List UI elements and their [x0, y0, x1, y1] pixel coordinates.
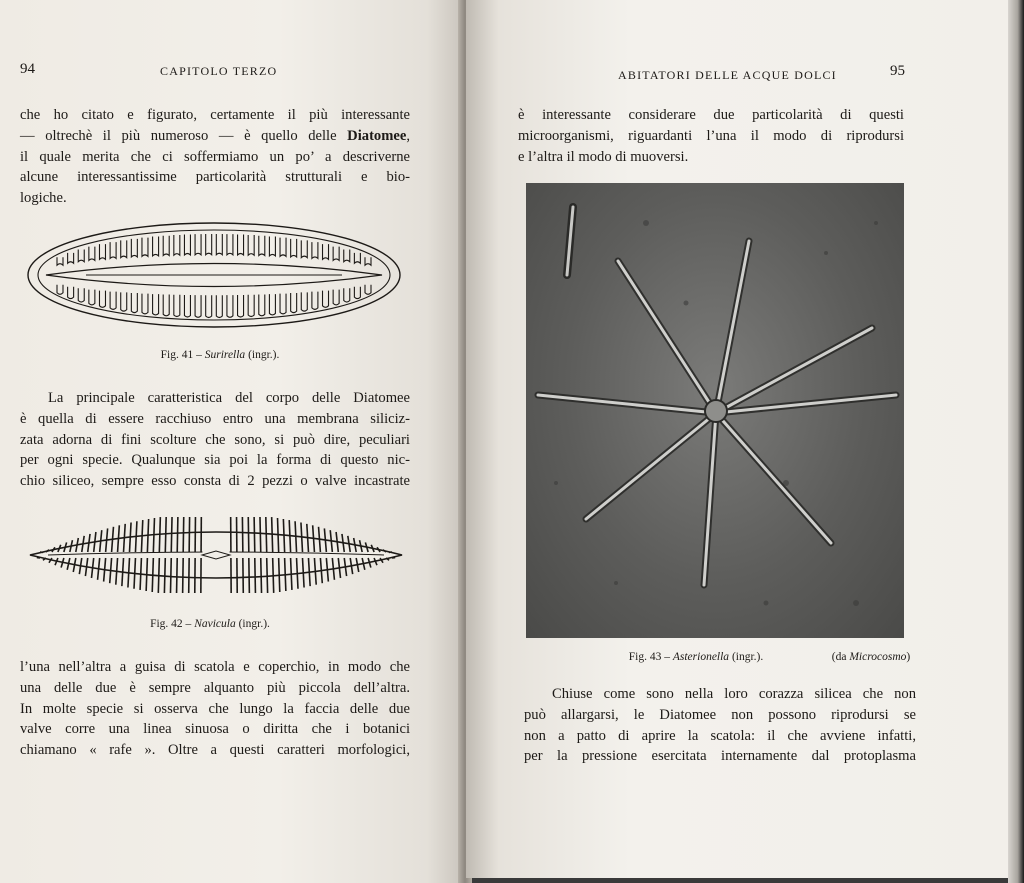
surirella-rib: [248, 235, 254, 255]
navicula-stria: [272, 517, 273, 552]
paragraph-3-left: [20, 657, 410, 761]
navicula-stria: [183, 517, 184, 552]
text-line: che ho citato e figurato, certamente il più interessante: [20, 107, 410, 123]
navicula-stria: [267, 558, 268, 593]
surirella-rib: [195, 295, 201, 317]
paragraph-2-left: [20, 388, 410, 492]
surirella-rib: [153, 294, 159, 315]
navicula-stria: [261, 558, 262, 593]
navicula-stria: [260, 517, 261, 552]
navicula-stria: [249, 558, 250, 593]
credit-suffix: ): [906, 651, 911, 663]
credit-prefix: (da: [831, 651, 850, 663]
page-number-right: 95: [890, 63, 905, 79]
navicula-stria: [170, 558, 171, 593]
surirella-rib: [110, 292, 116, 310]
surirella-rib: [333, 290, 339, 305]
text-line: chiamano « rafe ». Oltre a questi caratteri morfologici,: [20, 742, 410, 759]
surirella-rib: [78, 249, 84, 261]
surirella-rib: [354, 287, 360, 299]
surirella-rib: [89, 290, 95, 305]
caption-suffix: (ingr.).: [729, 651, 764, 663]
text-line: il quale merita che ci soffermiamo un po’ a descriverne: [20, 148, 410, 165]
text-line: logiche.: [20, 190, 67, 207]
surirella-rib: [291, 239, 297, 257]
text-line: La principale caratteristica del corpo delle Diatomee: [48, 390, 410, 406]
caption-prefix: Fig. 43 –: [628, 651, 673, 663]
asterionella-colony: [526, 183, 904, 638]
caption-taxon: Surirella: [204, 349, 246, 361]
text-line: alcune interessantissime particolarità strutturali e bio-: [20, 169, 410, 186]
surirella-rib: [163, 294, 169, 315]
paragraph-1-right: [518, 105, 904, 167]
caption-taxon: Asterionella: [672, 651, 730, 663]
surirella-rib: [184, 295, 190, 317]
surirella-rib: [216, 295, 222, 317]
surirella-rib: [344, 288, 350, 302]
surirella-rib: [227, 295, 233, 317]
navicula-stria: [183, 558, 184, 593]
surirella-rib: [131, 239, 137, 257]
surirella-rib: [153, 237, 159, 256]
navicula-stria: [177, 558, 178, 593]
surirella-rib: [121, 292, 127, 311]
caption-credit: [816, 651, 926, 663]
surirella-rib: [206, 234, 212, 255]
navicula-stria: [273, 558, 274, 593]
surirella-rib: [99, 291, 105, 308]
caption-prefix: Fig. 42 –: [150, 618, 195, 630]
navicula-stria: [165, 517, 166, 552]
running-head-left: CAPITOLO TERZO: [160, 64, 278, 78]
surirella-rib: [184, 235, 190, 255]
text-line: microorganismi, riguardanti l’una il modo di riprodursi: [518, 127, 904, 144]
surirella-rib: [269, 294, 275, 315]
surirella-rib: [68, 287, 74, 299]
surirella-rib: [291, 293, 297, 313]
text-line: per ogni specie. Qualunque sia poi la forma di questo nic-: [20, 452, 410, 469]
surirella-rib: [280, 238, 286, 257]
text-line: zata adorna di fini scolture che sono, si può dire, peculiari: [20, 431, 410, 448]
surirella-rib: [280, 294, 286, 314]
page-edge: [1008, 0, 1024, 883]
navicula-stria: [279, 558, 280, 592]
surirella-rib: [174, 235, 180, 255]
navicula-stria: [254, 517, 255, 552]
surirella-rib: [312, 292, 318, 310]
surirella-rib: [121, 240, 127, 257]
surirella-rib: [174, 295, 180, 317]
caption-fig-41: [140, 349, 300, 361]
surirella-rib: [354, 253, 360, 263]
caption-prefix: Fig. 41 –: [160, 349, 205, 361]
surirella-rib: [99, 244, 105, 259]
surirella-rib: [323, 244, 329, 259]
surirella-rib: [142, 238, 148, 257]
running-head-right: ABITATORI DELLE ACQUE DOLCI: [618, 68, 837, 82]
text-line: l’una nell’altra a guisa di scatola e coperchio, in modo che: [20, 659, 410, 675]
surirella-rib: [110, 242, 116, 258]
caption-suffix: (ingr.).: [245, 349, 280, 361]
text-line: chio siliceo, sempre esso consta di 2 pezzi o valve incastrate: [20, 473, 410, 490]
surirella-rib: [365, 257, 371, 265]
text-line: è interessante considerare due particolarità di questi: [518, 107, 904, 123]
navicula-stria: [278, 518, 279, 552]
surirella-rib: [57, 257, 63, 265]
surirella-rib: [216, 234, 222, 255]
caption-taxon: Navicula: [194, 618, 236, 630]
surirella-rib: [365, 285, 371, 294]
surirella-rib: [259, 294, 265, 315]
text-line: può allargarsi, le Diatomee non possono riprodursi se: [524, 706, 916, 723]
text-line: è quella di essere racchiuso entro una membrana siliciz-: [20, 410, 410, 427]
left-page: [0, 0, 464, 883]
text-line: e l’altra il modo di muoversi.: [518, 148, 689, 165]
navicula-stria: [266, 517, 267, 552]
navicula-stria: [255, 558, 256, 593]
navicula-stria: [164, 558, 165, 593]
text-line: non a patto di aprire la scatola: il che avviene infatti,: [524, 727, 916, 744]
text-line: In molte specie si osserva che lungo la faccia delle due: [20, 700, 410, 717]
paragraph-2-right: [524, 684, 916, 767]
credit-source: Microcosmo: [849, 651, 907, 663]
surirella-rib: [195, 234, 201, 255]
text-span: ,: [406, 127, 410, 144]
surirella-rib: [78, 288, 84, 302]
navicula-stria: [153, 518, 154, 552]
asterionella-photo: [526, 183, 904, 638]
surirella-rib: [142, 294, 148, 314]
surirella-rib: [227, 234, 233, 255]
navicula-stria: [158, 558, 159, 593]
navicula-stria: [159, 517, 160, 552]
navicula-illustration: [28, 517, 404, 593]
surirella-rib: [312, 242, 318, 258]
surirella-rib: [301, 240, 307, 257]
surirella-rib: [163, 236, 169, 256]
navicula-stria: [171, 517, 172, 552]
caption-fig-42: [130, 618, 290, 630]
navicula-stria: [177, 517, 178, 552]
navicula-stria: [152, 558, 153, 592]
caption-fig-43: [626, 651, 766, 663]
surirella-rib: [238, 295, 244, 317]
text-line: Chiuse come sono nella loro corazza silicea che non: [552, 686, 916, 702]
surirella-rib: [344, 249, 350, 261]
surirella-rib: [238, 235, 244, 255]
surirella-rib: [301, 292, 307, 311]
navicula-stria: [248, 517, 249, 552]
paragraph-1-left: [20, 105, 410, 209]
surirella-rib: [323, 291, 329, 308]
text-line: [20, 126, 410, 147]
text-line: valve corre una linea sinuosa o diritta che i botanici: [20, 721, 410, 738]
surirella-rib: [131, 293, 137, 313]
page-number-left: 94: [20, 61, 35, 77]
surirella-rib: [269, 237, 275, 256]
surirella-rib: [89, 247, 95, 261]
surirella-rib: [206, 295, 212, 317]
text-span: — oltrechè il più numeroso — è quello delle: [20, 127, 348, 144]
surirella-rib: [259, 236, 265, 256]
surirella-rib: [68, 253, 74, 263]
text-line: per la pressione esercitata internamente dal protoplasma: [524, 748, 916, 765]
caption-suffix: (ingr.).: [235, 618, 270, 630]
surirella-rib: [248, 295, 254, 317]
surirella-illustration: [26, 222, 402, 332]
text-line: una delle due è sempre alquanto più piccola dell’altra.: [20, 679, 410, 696]
surirella-rib: [333, 247, 339, 261]
term-diatomee: Diatomee: [347, 127, 407, 144]
right-page: [466, 0, 1014, 878]
surirella-rib: [57, 285, 63, 294]
